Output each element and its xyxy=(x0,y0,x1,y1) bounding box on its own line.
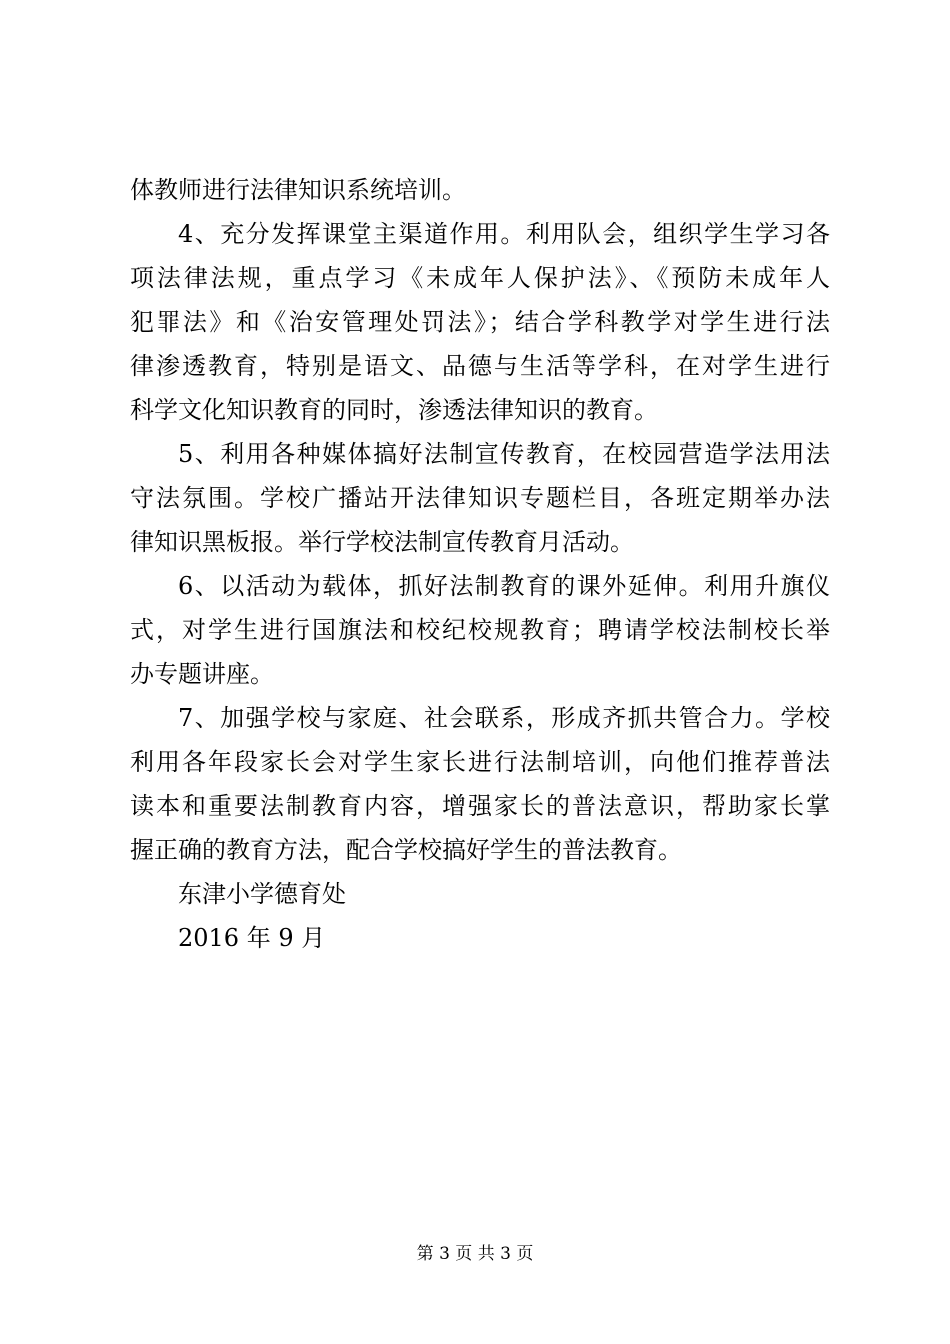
paragraph-item-5 xyxy=(130,432,830,564)
text-line: 犯罪法》和《治安管理处罚法》；结合学科教学对学生进行法 xyxy=(130,308,830,336)
text-line: 读本和重要法制教育内容，增强家长的普法意识，帮助家长掌 xyxy=(130,792,830,820)
document-body xyxy=(130,168,830,960)
text-line: 式，对学生进行国旗法和校纪校规教育；聘请学校法制校长举 xyxy=(130,616,830,644)
text-line: 6、以活动为载体，抓好法制教育的课外延伸。利用升旗仪 xyxy=(178,572,830,600)
text-line: 4、充分发挥课堂主渠道作用。利用队会，组织学生学习各 xyxy=(178,220,830,248)
paragraph-item-4 xyxy=(130,212,830,432)
text-line: 握正确的教育方法，配合学校搞好学生的普法教育。 xyxy=(130,836,682,864)
text-line: 律知识黑板报。举行学校法制宣传教育月活动。 xyxy=(130,528,634,556)
text-line: 7、加强学校与家庭、社会联系，形成齐抓共管合力。学校 xyxy=(178,704,830,732)
text-line: 体教师进行法律知识系统培训。 xyxy=(130,176,466,204)
paragraph-item-6 xyxy=(130,564,830,696)
text-line: 项法律法规，重点学习《未成年人保护法》、《预防未成年人 xyxy=(130,264,830,292)
paragraph-item-7 xyxy=(130,696,830,872)
page-number-footer: 第 3 页 共 3 页 xyxy=(416,1244,534,1264)
text-line: 利用各年段家长会对学生家长进行法制培训，向他们推荐普法 xyxy=(130,748,830,776)
text-line: 守法氛围。学校广播站开法律知识专题栏目，各班定期举办法 xyxy=(130,484,830,512)
text-line: 律渗透教育，特别是语文、品德与生活等学科，在对学生进行 xyxy=(130,352,830,380)
text-line: 5、利用各种媒体搞好法制宣传教育，在校园营造学法用法 xyxy=(178,440,830,468)
text-line: 科学文化知识教育的同时，渗透法律知识的教育。 xyxy=(130,396,658,424)
signature-date: 2016 年 9 月 xyxy=(178,924,326,952)
text-line: 办专题讲座。 xyxy=(130,660,274,688)
signature-organization: 东津小学德育处 xyxy=(178,880,346,908)
paragraph-continued xyxy=(130,168,830,212)
